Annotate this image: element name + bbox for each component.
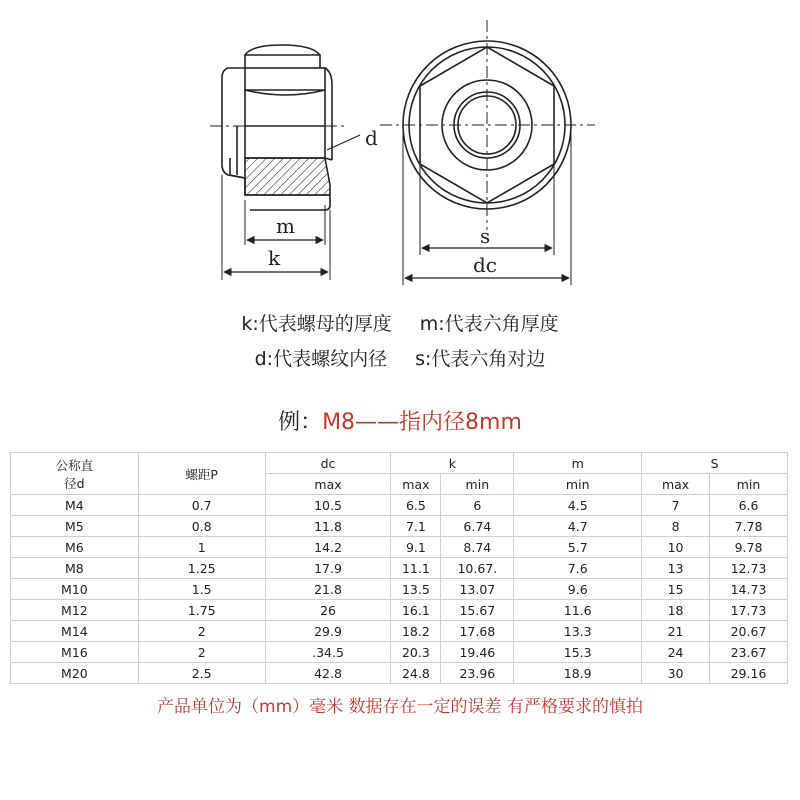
cell-s-max: 30 (642, 663, 710, 684)
cell-k-min: 15.67 (441, 600, 514, 621)
cell-m-min: 4.5 (514, 495, 642, 516)
cell-s-max: 18 (642, 600, 710, 621)
example-value: M8——指内径8mm (322, 410, 522, 435)
cell-nominal-diameter: M5 (11, 516, 139, 537)
cell-s-min: 17.73 (710, 600, 788, 621)
cell-pitch: 2.5 (138, 663, 265, 684)
header-m-min: min (514, 474, 642, 495)
cell-k-max: 13.5 (391, 579, 441, 600)
k-dimension-label: k (268, 246, 281, 270)
cell-nominal-diameter: M10 (11, 579, 139, 600)
cell-nominal-diameter: M8 (11, 558, 139, 579)
cell-k-min: 6 (441, 495, 514, 516)
cell-s-max: 24 (642, 642, 710, 663)
cell-nominal-diameter: M16 (11, 642, 139, 663)
cell-s-max: 10 (642, 537, 710, 558)
table-row (11, 495, 788, 516)
legend-row-1 (0, 309, 800, 336)
cell-pitch: 0.7 (138, 495, 265, 516)
cell-pitch: 1.75 (138, 600, 265, 621)
cell-k-max: 11.1 (391, 558, 441, 579)
header-dc: dc (265, 453, 391, 474)
cell-dc-max: 29.9 (265, 621, 391, 642)
cell-pitch: 0.8 (138, 516, 265, 537)
front-view (380, 20, 595, 230)
cell-m-min: 7.6 (514, 558, 642, 579)
cell-m-min: 4.7 (514, 516, 642, 537)
cell-k-min: 8.74 (441, 537, 514, 558)
cell-pitch: 2 (138, 642, 265, 663)
cell-s-min: 6.6 (710, 495, 788, 516)
cell-k-max: 18.2 (391, 621, 441, 642)
cell-pitch: 1.5 (138, 579, 265, 600)
cell-k-min: 19.46 (441, 642, 514, 663)
cell-k-min: 10.67. (441, 558, 514, 579)
table-row (11, 558, 788, 579)
cell-s-min: 9.78 (710, 537, 788, 558)
cell-k-max: 7.1 (391, 516, 441, 537)
table-row (11, 600, 788, 621)
legend-s: s:代表六角对边 (415, 348, 546, 370)
cell-m-min: 18.9 (514, 663, 642, 684)
table-row (11, 642, 788, 663)
legend-row-2 (0, 344, 800, 371)
cell-dc-max: 21.8 (265, 579, 391, 600)
s-dimension-label: s (480, 224, 491, 248)
cell-m-min: 5.7 (514, 537, 642, 558)
cell-k-max: 16.1 (391, 600, 441, 621)
cell-m-min: 11.6 (514, 600, 642, 621)
cell-dc-max: 42.8 (265, 663, 391, 684)
cell-s-max: 13 (642, 558, 710, 579)
header-k: k (391, 453, 514, 474)
header-k-max: max (391, 474, 441, 495)
legend-k: k:代表螺母的厚度 (241, 313, 392, 335)
cell-pitch: 1 (138, 537, 265, 558)
cell-dc-max: 14.2 (265, 537, 391, 558)
cell-k-max: 9.1 (391, 537, 441, 558)
header-s-min: min (710, 474, 788, 495)
header-pitch: 螺距P (138, 453, 265, 495)
cell-s-min: 14.73 (710, 579, 788, 600)
cell-k-min: 6.74 (441, 516, 514, 537)
cell-s-min: 7.78 (710, 516, 788, 537)
cell-k-min: 23.96 (441, 663, 514, 684)
table-row (11, 663, 788, 684)
cell-m-min: 9.6 (514, 579, 642, 600)
table-row (11, 579, 788, 600)
cell-nominal-diameter: M14 (11, 621, 139, 642)
header-s: S (642, 453, 788, 474)
cell-s-min: 20.67 (710, 621, 788, 642)
cell-s-max: 7 (642, 495, 710, 516)
example-note (0, 405, 800, 436)
cell-s-max: 21 (642, 621, 710, 642)
legend-d: d:代表螺纹内径 (254, 348, 388, 370)
table-row (11, 621, 788, 642)
spec-table-body (11, 495, 788, 684)
cell-k-max: 20.3 (391, 642, 441, 663)
cell-s-max: 15 (642, 579, 710, 600)
cell-m-min: 15.3 (514, 642, 642, 663)
cell-k-min: 13.07 (441, 579, 514, 600)
header-m: m (514, 453, 642, 474)
legend-m: m:代表六角厚度 (419, 313, 559, 335)
dc-dimension-label: dc (473, 253, 498, 277)
cell-m-min: 13.3 (514, 621, 642, 642)
m-dimension-label: m (276, 214, 295, 238)
spec-table (10, 452, 788, 684)
table-row (11, 537, 788, 558)
header-k-min: min (441, 474, 514, 495)
cell-k-max: 6.5 (391, 495, 441, 516)
cell-dc-max: 17.9 (265, 558, 391, 579)
cell-nominal-diameter: M4 (11, 495, 139, 516)
cell-dc-max: 10.5 (265, 495, 391, 516)
header-nominal-diameter: 公称直 径d (11, 453, 139, 495)
cell-dc-max: 26 (265, 600, 391, 621)
cell-s-min: 12.73 (710, 558, 788, 579)
table-row (11, 516, 788, 537)
nut-technical-drawing (0, 0, 800, 300)
cell-dc-max: .34.5 (265, 642, 391, 663)
cell-nominal-diameter: M6 (11, 537, 139, 558)
cell-s-min: 23.67 (710, 642, 788, 663)
d-dimension-label: d (365, 126, 378, 150)
cell-s-max: 8 (642, 516, 710, 537)
header-s-max: max (642, 474, 710, 495)
cell-nominal-diameter: M12 (11, 600, 139, 621)
cell-dc-max: 11.8 (265, 516, 391, 537)
cell-k-max: 24.8 (391, 663, 441, 684)
footer-note: 产品单位为（mm）毫米 数据存在一定的误差 有严格要求的慎拍 (157, 697, 643, 717)
cell-k-min: 17.68 (441, 621, 514, 642)
cell-pitch: 1.25 (138, 558, 265, 579)
cell-nominal-diameter: M20 (11, 663, 139, 684)
header-dc-max: max (265, 474, 391, 495)
cell-pitch: 2 (138, 621, 265, 642)
example-label: 例： (278, 410, 323, 435)
side-view (210, 45, 345, 210)
cell-s-min: 29.16 (710, 663, 788, 684)
